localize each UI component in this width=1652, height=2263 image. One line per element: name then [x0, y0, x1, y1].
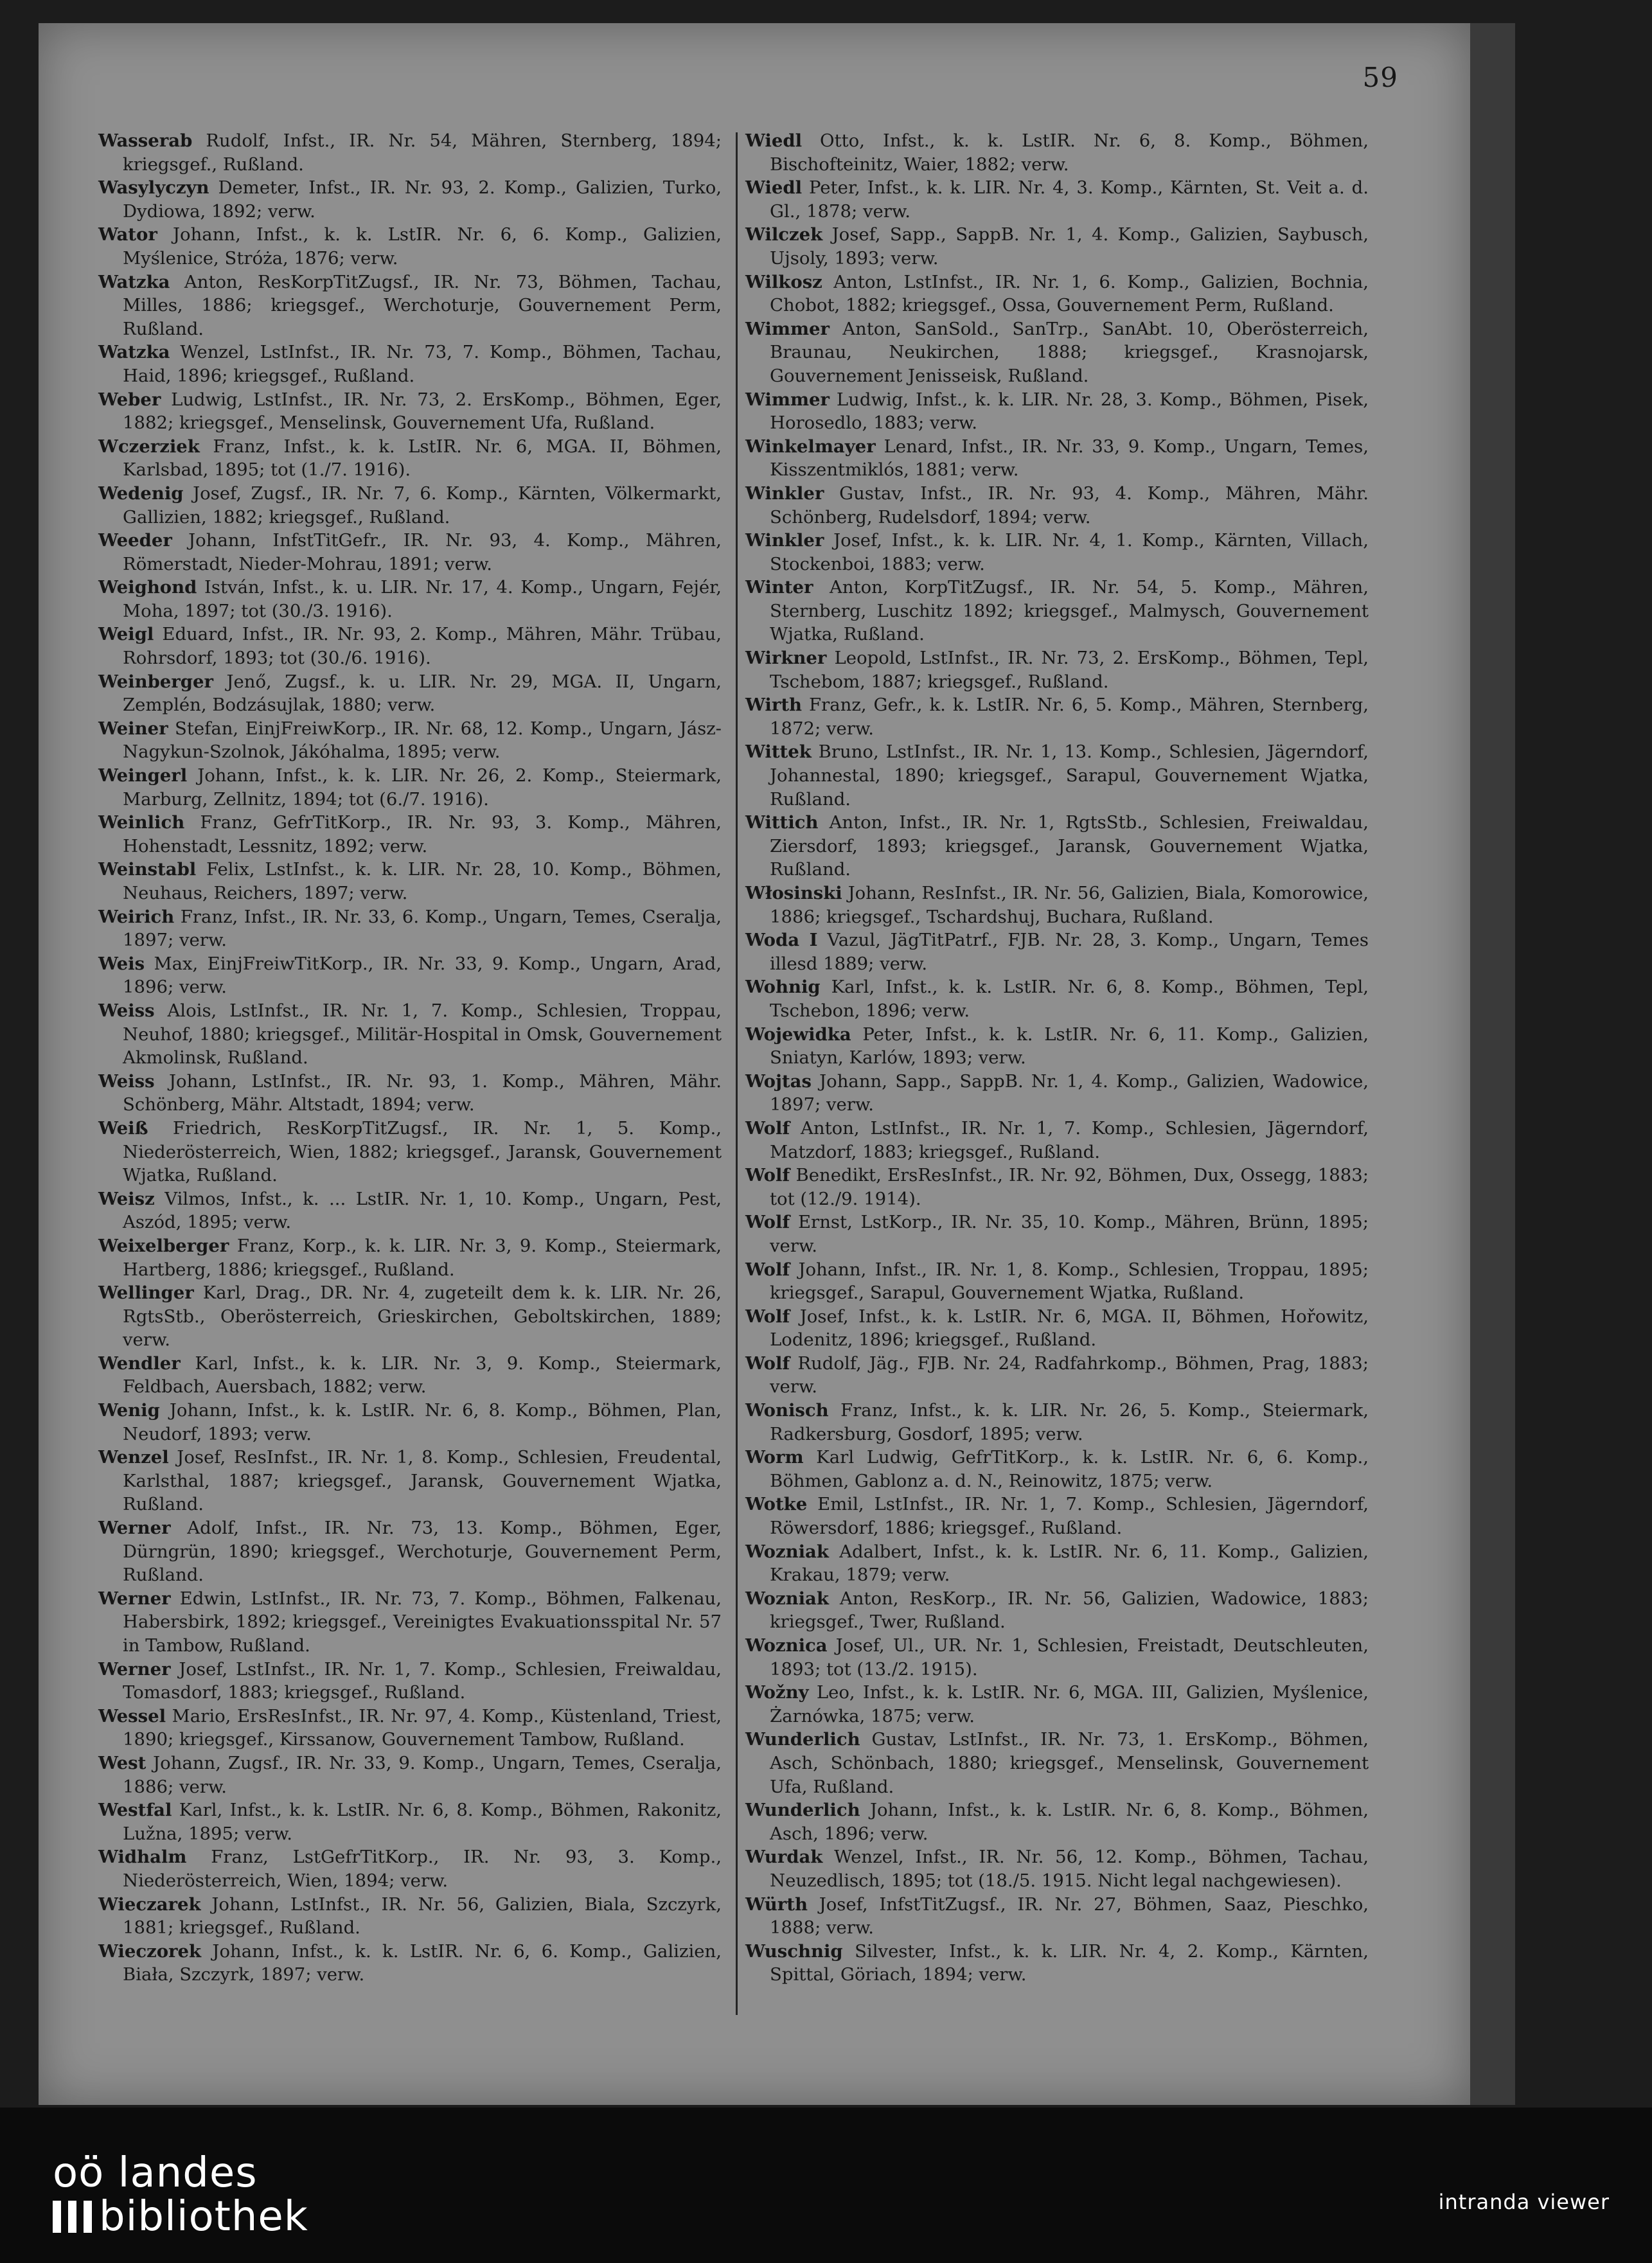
entry-details: Adalbert, Infst., k. k. LstIR. Nr. 6, 11. Komp., Galizien, Krakau, 1879; verw. [770, 1541, 1369, 1586]
register-entry [745, 271, 1369, 317]
entry-details: Johann, Zugsf., IR. Nr. 33, 9. Komp., Ungarn, Temes, Cseralja, 1886; verw. [123, 1752, 722, 1797]
entry-details: Johann, Sapp., SappB. Nr. 1, 4. Komp., Galizien, Wadowice, 1897; verw. [770, 1070, 1369, 1115]
entry-surname: Wonisch [745, 1400, 829, 1421]
entry-details: Karl, Infst., k. k. LIR. Nr. 3, 9. Komp., Steiermark, Feldbach, Auersbach, 1882; verw. [123, 1353, 722, 1398]
entry-surname: Wimmer [745, 389, 830, 410]
entry-surname: Wojtas [745, 1070, 812, 1092]
register-entry [745, 1258, 1369, 1305]
entry-details: Johann, Infst., k. k. LstIR. Nr. 6, 6. Komp., Galizien, Biała, Szczyrk, 1897; verw. [123, 1940, 722, 1985]
entry-surname: Włosinski [745, 883, 842, 903]
entry-details: Peter, Infst., k. k. LstIR. Nr. 6, 11. Komp., Galizien, Sniatyn, Karlów, 1893; verw. [770, 1024, 1369, 1069]
entry-surname: Watzka [98, 271, 170, 292]
register-entry [98, 1516, 722, 1587]
register-entry [98, 576, 722, 623]
entry-details: Vazul, JägTitPatrf., FJB. Nr. 28, 3. Komp., Ungarn, Temes illesd 1889; verw. [770, 930, 1369, 974]
register-entry [98, 717, 722, 764]
register-entry [98, 482, 722, 529]
logo-bars-icon [53, 2201, 93, 2233]
right-column [745, 129, 1369, 1987]
entry-details: Josef, Zugsf., IR. Nr. 7, 6. Komp., Kärnten, Völkermarkt, Gallizien, 1882; kriegsgef., Rußland. [123, 483, 722, 528]
entry-details: Silvester, Infst., k. k. LIR. Nr. 4, 2. Komp., Kärnten, Spittal, Göriach, 1894; verw. [770, 1940, 1369, 1985]
register-entry [745, 1587, 1369, 1634]
entry-surname: Wolf [745, 1306, 790, 1327]
entry-details: Anton, ResKorpTitZugsf., IR. Nr. 73, Böhmen, Tachau, Milles, 1886; kriegsgef., Werchoturje, Gouvernement Perm, Rußland. [123, 271, 722, 339]
entry-details: Josef, ResInfst., IR. Nr. 1, 8. Komp., Schlesien, Freudental, Karlsthal, 1887; kriegsgef., Jaransk, Gouvernement Wjatka, Rußland. [123, 1447, 722, 1515]
register-entry [98, 388, 722, 435]
entry-surname: Wirkner [745, 648, 827, 669]
entry-surname: Wolf [745, 1165, 790, 1186]
logo-line-2 [53, 2195, 308, 2239]
left-column [98, 129, 722, 1987]
register-entry [745, 1728, 1369, 1798]
register-entry [98, 1587, 722, 1658]
entry-surname: Weinstabl [98, 859, 197, 880]
register-entry [745, 388, 1369, 435]
entry-surname: Werner [98, 1588, 171, 1609]
entry-details: Johann, Infst., k. k. LstIR. Nr. 6, 8. Komp., Böhmen, Asch, 1896; verw. [770, 1800, 1369, 1844]
entry-surname: Wotke [745, 1494, 808, 1515]
entry-surname: Wator [98, 224, 157, 245]
entry-surname: Wolf [745, 1117, 790, 1139]
entry-details: István, Infst., k. u. LIR. Nr. 17, 4. Komp., Ungarn, Fejér, Moha, 1897; tot (30./3. 1916). [123, 577, 722, 621]
entry-details: Rudolf, Jäg., FJB. Nr. 24, Radfahrkomp., Böhmen, Prag, 1883; verw. [770, 1353, 1369, 1398]
register-entry [98, 529, 722, 576]
entry-details: Franz, GefrTitKorp., IR. Nr. 93, 3. Komp., Mähren, Hohenstadt, Lessnitz, 1892; verw. [123, 812, 722, 856]
register-entry [98, 952, 722, 999]
entry-details: Anton, SanSold., SanTrp., SanAbt. 10, Oberösterreich, Braunau, Neukirchen, 1888; kriegsgef., Krasnojarsk, Gouvernement Jenisseisk, Rußland. [770, 318, 1369, 386]
register-entry [745, 811, 1369, 882]
entry-surname: Weighond [98, 577, 197, 598]
entry-details: Felix, LstInfst., k. k. LIR. Nr. 28, 10. Komp., Böhmen, Neuhaus, Reichers, 1897; verw. [123, 859, 722, 903]
entry-details: Franz, LstGefrTitKorp., IR. Nr. 93, 3. Komp., Niederösterreich, Wien, 1894; verw. [123, 1847, 722, 1891]
register-entry [98, 1752, 722, 1798]
entry-details: Edwin, LstInfst., IR. Nr. 73, 7. Komp., Böhmen, Falkenau, Habersbirk, 1892; kriegsgef., Vereinigtes Evakuationsspital Nr. 57 in Tambow, Rußland. [123, 1588, 722, 1656]
entry-details: Franz, Infst., k. k. LIR. Nr. 26, 5. Komp., Steiermark, Radkersburg, Gosdorf, 1895; verw. [770, 1400, 1369, 1444]
entry-details: Max, EinjFreiwTitKorp., IR. Nr. 33, 9. Komp., Ungarn, Arad, 1896; verw. [123, 953, 722, 998]
entry-details: Franz, Korp., k. k. LIR. Nr. 3, 9. Komp., Steiermark, Hartberg, 1886; kriegsgef., Rußland. [123, 1235, 722, 1280]
register-entry [98, 999, 722, 1070]
register-entry [98, 176, 722, 223]
register-entry [98, 1658, 722, 1705]
entry-details: Johann, Infst., IR. Nr. 1, 8. Komp., Schlesien, Troppau, 1895; kriegsgef., Sarapul, Gouvernement Wjatka, Rußland. [770, 1259, 1369, 1304]
entry-surname: Weiner [98, 718, 168, 739]
entry-details: Josef, Sapp., SappB. Nr. 1, 4. Komp., Galizien, Saybusch, Ujsoly, 1893; verw. [770, 224, 1369, 269]
register-entry [98, 1187, 722, 1234]
entry-details: Otto, Infst., k. k. LstIR. Nr. 6, 8. Komp., Böhmen, Bischofteinitz, Waier, 1882; verw. [770, 130, 1369, 175]
entry-details: Franz, Infst., IR. Nr. 33, 6. Komp., Ungarn, Temes, Cseralja, 1897; verw. [123, 906, 722, 951]
entry-details: Peter, Infst., k. k. LIR. Nr. 4, 3. Komp., Kärnten, St. Veit a. d. Gl., 1878; verw. [770, 177, 1369, 222]
entry-details: Josef, InfstTitZugsf., IR. Nr. 27, Böhmen, Saaz, Pieschko, 1888; verw. [770, 1894, 1369, 1939]
entry-details: Mario, ErsResInfst., IR. Nr. 97, 4. Komp., Küstenland, Triest, 1890; kriegsgef., Kirssanow, Gouvernement Tambow, Rußland. [123, 1705, 722, 1750]
register-entry [745, 1070, 1369, 1117]
register-entry [745, 1211, 1369, 1257]
entry-surname: Weber [98, 389, 161, 410]
entry-details: Wenzel, Infst., IR. Nr. 56, 12. Komp., Böhmen, Tachau, Neuzedlisch, 1895; tot (18./5. 1915. Nicht legal nachgewiesen). [770, 1847, 1369, 1891]
register-entry [98, 1234, 722, 1281]
register-entry [745, 975, 1369, 1022]
entry-details: Johann, LstInfst., IR. Nr. 56, Galizien, Biala, Szczyrk, 1881; kriegsgef., Rußland. [123, 1894, 722, 1939]
entry-details: Johann, Infst., k. k. LstIR. Nr. 6, 8. Komp., Böhmen, Plan, Neudorf, 1893; verw. [123, 1400, 722, 1444]
entry-surname: Winkler [745, 530, 824, 551]
register-entry [745, 1940, 1369, 1987]
entry-surname: Weixelberger [98, 1235, 229, 1256]
entry-details: Demeter, Infst., IR. Nr. 93, 2. Komp., Galizien, Turko, Dydiowa, 1892; verw. [123, 177, 722, 222]
entry-surname: Westfal [98, 1800, 172, 1821]
entry-details: Wenzel, LstInfst., IR. Nr. 73, 7. Komp., Böhmen, Tachau, Haid, 1896; kriegsgef., Rußland. [123, 342, 722, 386]
register-entry [745, 646, 1369, 693]
register-entry [745, 129, 1369, 176]
entry-surname: Wozniak [745, 1541, 829, 1562]
register-entry [98, 1070, 722, 1117]
register-entry [98, 623, 722, 670]
entry-details: Jenő, Zugsf., k. u. LIR. Nr. 29, MGA. II, Ungarn, Zemplén, Bodzásujlak, 1880; verw. [123, 671, 722, 716]
entry-surname: Weiß [98, 1117, 148, 1139]
entry-surname: Woda I [745, 930, 818, 951]
entry-surname: Wenzel [98, 1447, 169, 1468]
scanned-page [39, 23, 1470, 2105]
entry-surname: Wimmer [745, 318, 830, 339]
register-entry [745, 1352, 1369, 1399]
register-entry [745, 740, 1369, 811]
entry-details: Johann, InfstTitGefr., IR. Nr. 93, 4. Komp., Mähren, Römerstadt, Nieder-Mohrau, 1891; verw. [123, 530, 722, 574]
entry-details: Leo, Infst., k. k. LstIR. Nr. 6, MGA. III, Galizien, Myślenice, Żarnówka, 1875; verw. [770, 1682, 1369, 1726]
entry-surname: Wenig [98, 1400, 160, 1421]
page-edge [1470, 23, 1515, 2105]
register-entry [98, 858, 722, 905]
entry-surname: Werner [98, 1658, 171, 1680]
entry-surname: Weeder [98, 530, 172, 551]
entry-surname: Weinberger [98, 671, 214, 692]
entry-details: Gustav, Infst., IR. Nr. 93, 4. Komp., Mähren, Mähr. Schönberg, Rudelsdorf, 1894; verw. [770, 483, 1369, 528]
entry-surname: Watzka [98, 342, 170, 363]
register-entry [98, 905, 722, 952]
register-entry [98, 1845, 722, 1892]
entry-details: Lenard, Infst., IR. Nr. 33, 9. Komp., Ungarn, Temes, Kisszentmiklós, 1881; verw. [770, 436, 1369, 481]
entry-surname: Wolf [745, 1259, 790, 1280]
entry-surname: Wiedl [745, 177, 803, 199]
entry-surname: Widhalm [98, 1847, 187, 1868]
entry-details: Johann, ResInfst., IR. Nr. 56, Galizien, Biala, Komorowice, 1886; kriegsgef., Tschardshuj, Buchara, Rußland. [770, 883, 1369, 927]
entry-surname: Wozniak [745, 1588, 829, 1609]
entry-details: Anton, KorpTitZugsf., IR. Nr. 54, 5. Komp., Mähren, Sternberg, Luschitz 1892; kriegsgef., Malmysch, Gouvernement Wjatka, Rußland. [770, 577, 1369, 645]
register-entry [98, 223, 722, 270]
register-entry [745, 529, 1369, 576]
entry-surname: Wendler [98, 1353, 181, 1374]
entry-surname: Wurdak [745, 1847, 823, 1868]
entry-surname: Wolf [745, 1212, 790, 1233]
entry-surname: Wczerziek [98, 436, 200, 457]
entry-surname: West [98, 1752, 147, 1773]
register-entry [745, 482, 1369, 529]
entry-surname: Wittich [745, 812, 819, 833]
entry-surname: Weiss [98, 1000, 155, 1021]
register-entry [745, 1446, 1369, 1493]
entry-details: Anton, LstInfst., IR. Nr. 1, 7. Komp., Schlesien, Jägerndorf, Matzdorf, 1883; kriegsgef., Rußland. [770, 1117, 1369, 1162]
register-entry [745, 1798, 1369, 1845]
entry-surname: Wuschnig [745, 1940, 843, 1962]
register-entry [745, 1117, 1369, 1164]
entry-surname: Wunderlich [745, 1729, 860, 1750]
register-entry [745, 1023, 1369, 1070]
register-entry [745, 1845, 1369, 1892]
entry-details: Stefan, EinjFreiwKorp., IR. Nr. 68, 12. Komp., Ungarn, Jász-Nagykun-Szolnok, Jákóhalma, 1895; verw. [123, 718, 722, 763]
entry-details: Leopold, LstInfst., IR. Nr. 73, 2. ErsKomp., Böhmen, Tepl, Tschebom, 1887; kriegsgef., Rußland. [770, 648, 1369, 692]
entry-details: Bruno, LstInfst., IR. Nr. 1, 13. Komp., Schlesien, Jägerndorf, Johannestal, 1890; kriegsgef., Sarapul, Gouvernement Wjatka, Rußland. [770, 741, 1369, 810]
entry-details: Anton, LstInfst., IR. Nr. 1, 6. Komp., Galizien, Bochnia, Chobot, 1882; kriegsgef., Ossa, Gouvernement Perm, Rußland. [770, 271, 1369, 316]
entry-surname: Weingerl [98, 765, 188, 786]
entry-details: Anton, Infst., IR. Nr. 1, RgtsStb., Schlesien, Freiwaldau, Ziersdorf, 1893; kriegsgef., Jaransk, Gouvernement Wjatka, Rußland. [770, 812, 1369, 880]
entry-details: Ludwig, Infst., k. k. LIR. Nr. 28, 3. Komp., Böhmen, Pisek, Horosedlo, 1883; verw. [770, 389, 1369, 434]
entry-details: Franz, Infst., k. k. LstIR. Nr. 6, MGA. II, Böhmen, Karlsbad, 1895; tot (1./7. 1916). [123, 436, 722, 481]
register-entry [745, 1399, 1369, 1446]
entry-surname: Wieczorek [98, 1940, 202, 1962]
entry-surname: Wunderlich [745, 1800, 860, 1821]
register-entry [98, 764, 722, 811]
entry-details: Friedrich, ResKorpTitZugsf., IR. Nr. 1, 5. Komp., Niederösterreich, Wien, 1882; kriegsgef., Jaransk, Gouvernement Wjatka, Rußland. [123, 1117, 722, 1186]
entry-details: Karl, Infst., k. k. LstIR. Nr. 6, 8. Komp., Böhmen, Tepl, Tschebon, 1896; verw. [770, 977, 1369, 1021]
register-entry [98, 670, 722, 717]
logo-line-2-text: bibliothek [99, 2193, 308, 2241]
entry-details: Benedikt, ErsResInfst., IR. Nr. 92, Böhmen, Dux, Ossegg, 1883; tot (12./9. 1914). [770, 1165, 1369, 1209]
entry-surname: Woznica [745, 1635, 828, 1656]
entry-details: Josef, Ul., UR. Nr. 1, Schlesien, Freistadt, Deutschleuten, 1893; tot (13./2. 1915). [770, 1635, 1369, 1680]
entry-surname: Wieczarek [98, 1894, 201, 1915]
register-entry [745, 693, 1369, 740]
entry-surname: Wittek [745, 741, 812, 763]
register-entry [745, 1540, 1369, 1587]
entry-details: Gustav, LstInfst., IR. Nr. 73, 1. ErsKomp., Böhmen, Asch, Schönbach, 1880; kriegsgef., Menselinsk, Gouvernement Ufa, Rußland. [770, 1729, 1369, 1797]
entry-surname: Winter [745, 577, 813, 598]
entry-details: Anton, ResKorp., IR. Nr. 56, Galizien, Wadowice, 1883; kriegsgef., Twer, Rußland. [770, 1588, 1369, 1633]
register-entry [98, 1352, 722, 1399]
entry-details: Johann, LstInfst., IR. Nr. 93, 1. Komp., Mähren, Mähr. Schönberg, Mähr. Altstadt, 1894; verw. [123, 1070, 722, 1115]
entry-surname: Weisz [98, 1188, 155, 1209]
register-entry [98, 1940, 722, 1987]
entry-surname: Wasserab [98, 130, 193, 151]
entry-details: Johann, Infst., k. k. LstIR. Nr. 6, 6. Komp., Galizien, Myślenice, Stróża, 1876; verw. [123, 224, 722, 269]
entry-surname: Weis [98, 953, 145, 974]
register-entry [98, 811, 722, 858]
library-logo[interactable] [53, 2151, 308, 2239]
register-entry [745, 435, 1369, 482]
entry-details: Ernst, LstKorp., IR. Nr. 35, 10. Komp., Mähren, Brünn, 1895; verw. [770, 1212, 1369, 1256]
column-divider [736, 132, 738, 2015]
register-entry [745, 576, 1369, 646]
entry-details: Josef, Infst., k. k. LIR. Nr. 4, 1. Komp., Kärnten, Villach, Stockenboi, 1883; verw. [770, 530, 1369, 574]
page-number: 59 [1362, 62, 1398, 93]
register-entry [745, 176, 1369, 223]
entry-details: Josef, Infst., k. k. LstIR. Nr. 6, MGA. II, Böhmen, Hořowitz, Lodenitz, 1896; kriegsgef., Rußland. [770, 1306, 1369, 1351]
register-entry [745, 928, 1369, 975]
entry-surname: Wolf [745, 1353, 790, 1374]
entry-details: Karl, Infst., k. k. LstIR. Nr. 6, 8. Komp., Böhmen, Rakonitz, Lužna, 1895; verw. [123, 1800, 722, 1844]
entry-details: Ludwig, LstInfst., IR. Nr. 73, 2. ErsKomp., Böhmen, Eger, 1882; kriegsgef., Menselinsk, Gouvernement Ufa, Rußland. [123, 389, 722, 434]
register-entry [745, 882, 1369, 928]
register-entry [98, 341, 722, 387]
entry-surname: Wohnig [745, 977, 821, 998]
entry-details: Franz, Gefr., k. k. LstIR. Nr. 6, 5. Komp., Mähren, Sternberg, 1872; verw. [770, 695, 1369, 739]
entry-details: Alois, LstInfst., IR. Nr. 1, 7. Komp., Schlesien, Troppau, Neuhof, 1880; kriegsgef., Militär-Hospital in Omsk, Gouvernement Akmolinsk, Rußland. [123, 1000, 722, 1069]
entry-surname: Worm [745, 1447, 804, 1468]
register-entry [98, 1893, 722, 1940]
entry-details: Karl Ludwig, GefrTitKorp., k. k. LstIR. Nr. 6, 6. Komp., Böhmen, Gablonz a. d. N., Reinowitz, 1875; verw. [770, 1447, 1369, 1491]
register-entry [98, 1117, 722, 1187]
entry-surname: Wellinger [98, 1282, 194, 1304]
entry-details: Johann, Infst., k. k. LIR. Nr. 26, 2. Komp., Steiermark, Marburg, Zellnitz, 1894; tot (6./7. 1916). [123, 765, 722, 810]
entry-surname: Winkelmayer [745, 436, 876, 457]
register-entry [745, 1893, 1369, 1940]
register-entry [745, 1681, 1369, 1728]
register-entry [745, 1164, 1369, 1211]
entry-surname: Wilczek [745, 224, 823, 245]
entry-details: Eduard, Infst., IR. Nr. 93, 2. Komp., Mähren, Mähr. Trübau, Rohrsdorf, 1893; tot (30./6. 1916). [123, 624, 722, 669]
register-entry [745, 317, 1369, 388]
entry-surname: Weinlich [98, 812, 185, 833]
entry-surname: Weiss [98, 1070, 155, 1092]
entry-surname: Weirich [98, 906, 175, 927]
entry-surname: Wilkosz [745, 271, 822, 292]
register-entry [98, 1399, 722, 1446]
register-entry [745, 1305, 1369, 1352]
entry-surname: Wojewidka [745, 1024, 851, 1045]
register-entry [98, 435, 722, 482]
register-entry [745, 223, 1369, 270]
register-entry [98, 271, 722, 341]
entry-details: Rudolf, Infst., IR. Nr. 54, Mähren, Sternberg, 1894; kriegsgef., Rußland. [123, 130, 722, 175]
entry-details: Adolf, Infst., IR. Nr. 73, 13. Komp., Böhmen, Eger, Dürngrün, 1890; kriegsgef., Werchoturje, Gouvernement Perm, Rußland. [123, 1518, 722, 1586]
logo-line-1: oö landes [53, 2149, 258, 2197]
register-entry [745, 1493, 1369, 1540]
entry-surname: Wiedl [745, 130, 803, 151]
entry-details: Karl, Drag., DR. Nr. 4, zugeteilt dem k. k. LIR. Nr. 26, RgtsStb., Oberösterreich, Grieskirchen, Geboltskirchen, 1889; verw. [123, 1282, 722, 1351]
entry-surname: Würth [745, 1894, 808, 1915]
entry-surname: Werner [98, 1518, 171, 1539]
viewer-label: intranda viewer [1438, 2190, 1610, 2214]
entry-surname: Wedenig [98, 483, 184, 504]
register-entry [98, 1798, 722, 1845]
entry-surname: Wessel [98, 1705, 166, 1726]
entry-surname: Wirth [745, 695, 803, 716]
entry-details: Vilmos, Infst., k. ... LstIR. Nr. 1, 10. Komp., Ungarn, Pest, Aszód, 1895; verw. [123, 1188, 722, 1233]
register-entry [98, 1281, 722, 1352]
register-entry [745, 1634, 1369, 1681]
entry-surname: Wožny [745, 1682, 809, 1703]
entry-surname: Wasylyczyn [98, 177, 209, 199]
register-entry [98, 129, 722, 176]
register-entry [98, 1705, 722, 1752]
entry-surname: Weigl [98, 624, 154, 645]
entry-surname: Winkler [745, 483, 824, 504]
entry-details: Emil, LstInfst., IR. Nr. 1, 7. Komp., Schlesien, Jägerndorf, Röwersdorf, 1886; kriegsgef., Rußland. [770, 1494, 1369, 1539]
register-entry [98, 1446, 722, 1516]
entry-details: Josef, LstInfst., IR. Nr. 1, 7. Komp., Schlesien, Freiwaldau, Tomasdorf, 1883; kriegsgef., Rußland. [123, 1658, 722, 1703]
